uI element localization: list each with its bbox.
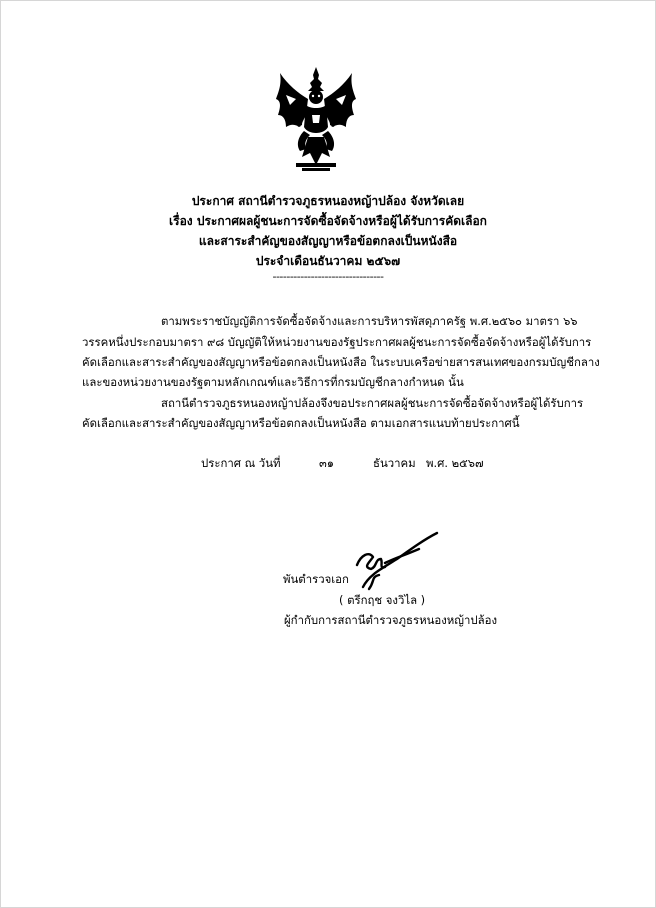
- handwritten-signature: [349, 529, 441, 591]
- date-year: พ.ศ. ๒๕๖๗: [426, 456, 484, 470]
- date-day: ๓๑: [319, 456, 335, 470]
- body-p1-line-2: วรรคหนึ่งประกอบมาตรา ๙๘ บัญญัติให้หน่วยงานของรัฐประกาศผลผู้ชนะการจัดซื้อจัดจ้างหรือผู้ได้รับการ: [82, 335, 592, 349]
- date-label: ประกาศ ณ วันที่: [201, 456, 281, 470]
- body-p1-line-4: และของหน่วยงานของรัฐตามหลักเกณฑ์และวิธีการที่กรมบัญชีกลางกำหนด นั้น: [82, 375, 464, 389]
- header-line-4: ประจำเดือนธันวาคม ๒๕๖๗: [255, 254, 401, 268]
- date-month: ธันวาคม: [373, 456, 416, 470]
- signer-name: ( ตรีกฤช จงวิไล ): [339, 593, 426, 607]
- body-p1-line-3: คัดเลือกและสาระสำคัญของสัญญาหรือข้อตกลงเป็นหนังสือ ในระบบเครือข่ายสารสนเทศของกรมบัญชีกลาง: [82, 355, 600, 369]
- body-p2-line-1: สถานีตำรวจภูธรหนองหญ้าปล้องจึงขอประกาศผลผู้ชนะการจัดซื้อจัดจ้างหรือผู้ได้รับการ: [161, 396, 584, 410]
- header-line-1: ประกาศ สถานีตำรวจภูธรหนองหญ้าปล้อง จังหวัดเลย: [191, 194, 465, 208]
- header-line-2: เรื่อง ประกาศผลผู้ชนะการจัดซื้อจัดจ้างหรือผู้ได้รับการคัดเลือก: [169, 214, 487, 228]
- garuda-emblem-icon: [274, 65, 358, 175]
- signer-rank: พันตำรวจเอก: [283, 572, 349, 586]
- announcement-header: [1, 191, 655, 283]
- header-separator: --------------------------------: [272, 270, 384, 283]
- header-line-3: และสาระสำคัญของสัญญาหรือข้อตกลงเป็นหนังสือ: [198, 234, 458, 248]
- body-p1-line-1: ตามพระราชบัญญัติการจัดซื้อจัดจ้างและการบริหารพัสดุภาครัฐ พ.ศ.๒๕๖๐ มาตรา ๖๖: [161, 314, 578, 328]
- body-p2-line-2: คัดเลือกและสาระสำคัญของสัญญาหรือข้อตกลงเป็นหนังสือ ตามเอกสารแนบท้ายประกาศนี้: [82, 416, 520, 430]
- signer-position: ผู้กำกับการสถานีตำรวจภูธรหนองหญ้าปล้อง: [284, 613, 498, 627]
